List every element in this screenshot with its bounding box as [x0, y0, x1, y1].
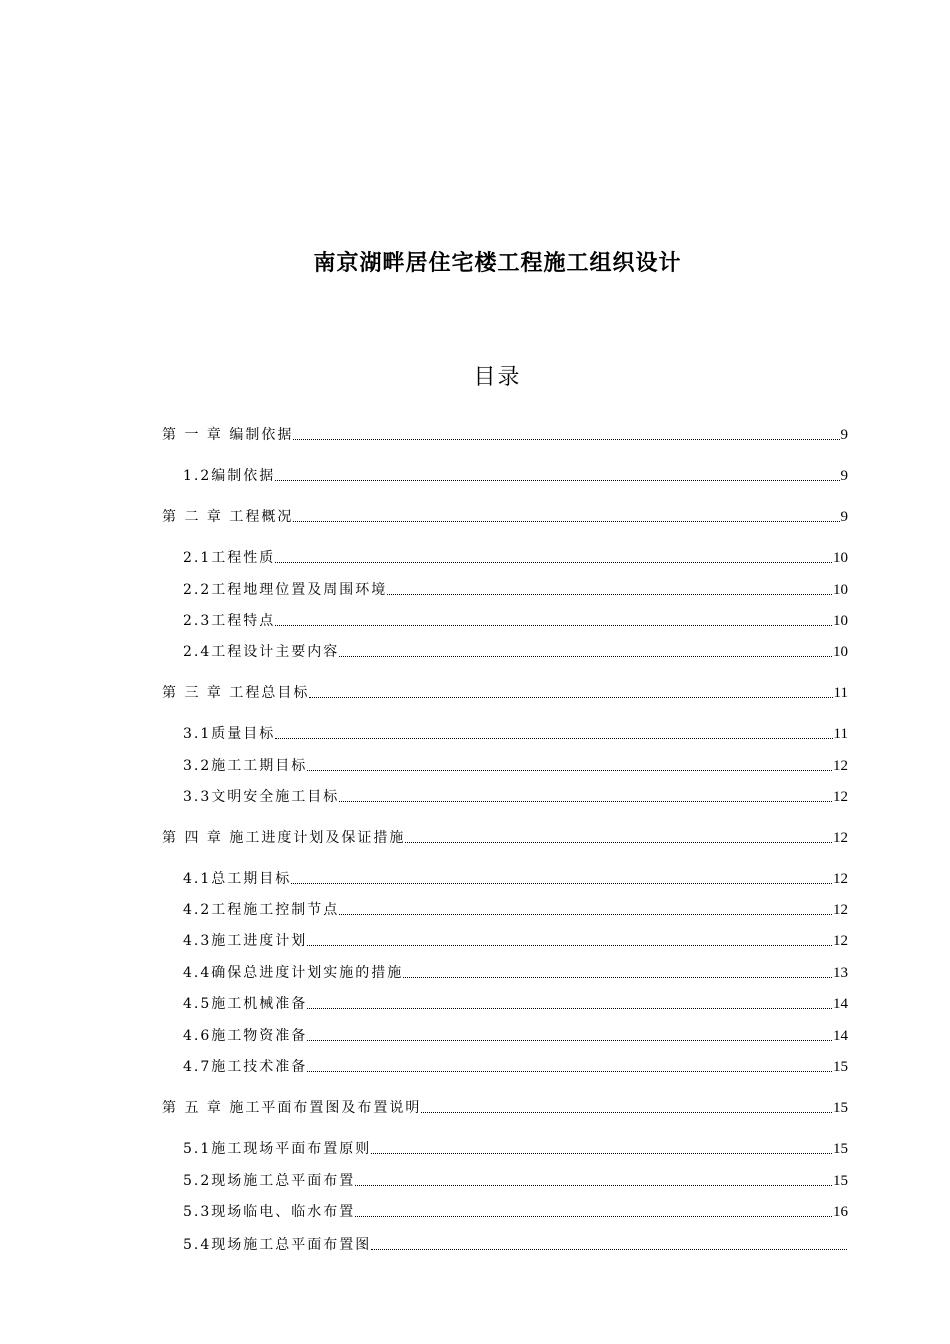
- toc-entry-label: 3.1质量目标: [183, 726, 276, 742]
- toc-dot-leader: [293, 439, 839, 440]
- toc-entry-label: 2.1工程性质: [183, 550, 276, 566]
- toc-entry-page: 15: [833, 1059, 848, 1075]
- toc-entry-label: 3.2施工工期目标: [183, 758, 308, 774]
- toc-entry-label: 4.6施工物资准备: [183, 1028, 308, 1044]
- toc-entry[interactable]: [183, 466, 848, 486]
- toc-entry-page: 12: [833, 933, 848, 949]
- toc-entry[interactable]: [183, 869, 848, 889]
- toc-entry[interactable]: [162, 507, 848, 527]
- toc-entry-label: 5.1施工现场平面布置原则: [183, 1141, 372, 1157]
- toc-dot-leader: [275, 480, 839, 481]
- toc-entry-page: 12: [833, 871, 848, 887]
- toc-dot-leader: [339, 801, 832, 802]
- toc-entry[interactable]: [183, 724, 848, 744]
- toc-entry-page: 9: [840, 427, 848, 443]
- toc-entry-label: 2.3工程特点: [183, 613, 276, 629]
- toc-entry-page: 12: [833, 758, 848, 774]
- toc-dot-leader: [291, 883, 832, 884]
- toc-entry-page: 14: [833, 1028, 848, 1044]
- toc-entry-page: 14: [833, 996, 848, 1012]
- toc-entry-label: 3.3文明安全施工目标: [183, 789, 340, 805]
- toc-entry[interactable]: [183, 1139, 848, 1159]
- toc-entry[interactable]: [183, 931, 848, 951]
- toc-entry-page: 11: [833, 685, 848, 701]
- toc-entry-page: 11: [833, 726, 848, 742]
- toc-dot-leader: [403, 977, 832, 978]
- toc-entry-label: 第 二 章 工程概况: [162, 509, 294, 525]
- toc-entry-label: 第 四 章 施工进度计划及保证措施: [162, 830, 406, 846]
- toc-entry[interactable]: [183, 580, 848, 600]
- toc-dot-leader: [307, 1040, 832, 1041]
- toc-entry-page: 15: [833, 1173, 848, 1189]
- toc-dot-leader: [307, 770, 832, 771]
- toc-entry-page: 12: [833, 789, 848, 805]
- toc-entry-page: 9: [840, 509, 848, 525]
- toc-dot-leader: [275, 562, 832, 563]
- toc-dot-leader: [275, 625, 832, 626]
- document-title: 南京湖畔居住宅楼工程施工组织设计: [313, 250, 682, 276]
- toc-dot-leader: [339, 914, 832, 915]
- toc-entry-page: 15: [833, 1100, 848, 1116]
- toc-entry[interactable]: [162, 425, 848, 445]
- toc-entry-label: 第 一 章 编制依据: [162, 427, 294, 443]
- toc-dot-leader: [355, 1216, 832, 1217]
- toc-entry-label: 4.7施工技术准备: [183, 1059, 308, 1075]
- toc-entry[interactable]: [183, 1171, 848, 1191]
- toc-entry-page: 10: [833, 613, 848, 629]
- toc-dot-leader: [275, 738, 832, 739]
- toc-entry-page: 13: [833, 965, 848, 981]
- toc-dot-leader: [339, 656, 832, 657]
- toc-entry-label: 5.2现场施工总平面布置: [183, 1173, 356, 1189]
- toc-entry-label: 4.4确保总进度计划实施的措施: [183, 965, 404, 981]
- toc-dot-leader: [307, 945, 832, 946]
- toc-entry-page: 15: [833, 1141, 848, 1157]
- toc-entry-page: 10: [833, 550, 848, 566]
- toc-entry[interactable]: [183, 642, 848, 662]
- toc-entry[interactable]: [183, 611, 848, 631]
- toc-dot-leader: [309, 697, 832, 698]
- toc-entry-label: 2.2工程地理位置及周围环境: [183, 582, 388, 598]
- toc-entry-label: 第 五 章 施工平面布置图及布置说明: [162, 1100, 422, 1116]
- toc-entry[interactable]: [162, 1098, 848, 1118]
- toc-entry[interactable]: [183, 963, 848, 983]
- toc-entry[interactable]: [183, 787, 848, 807]
- toc-entry[interactable]: [183, 1202, 848, 1222]
- toc-dot-leader: [293, 521, 839, 522]
- toc-entry-label: 1.2编制依据: [183, 468, 276, 484]
- toc-entry[interactable]: [162, 683, 848, 703]
- toc-entry-label: 5.3现场临电、临水布置: [183, 1204, 356, 1220]
- toc-entry-label: 5.4现场施工总平面布置图: [183, 1237, 372, 1253]
- toc-dot-leader: [387, 594, 832, 595]
- toc-dot-leader: [371, 1249, 847, 1250]
- toc-entry-label: 第 三 章 工程总目标: [162, 685, 310, 701]
- toc-entry-page: 9: [840, 468, 848, 484]
- toc-entry-page: 10: [833, 644, 848, 660]
- toc-entry[interactable]: [183, 756, 848, 776]
- toc-dot-leader: [405, 842, 832, 843]
- toc-entry-page: 12: [833, 902, 848, 918]
- toc-entry-label: 2.4工程设计主要内容: [183, 644, 340, 660]
- toc-entry-label: 4.1总工期目标: [183, 871, 292, 887]
- toc-dot-leader: [421, 1112, 832, 1113]
- toc-entry[interactable]: [183, 1026, 848, 1046]
- toc-entry[interactable]: [183, 900, 848, 920]
- toc-dot-leader: [307, 1071, 832, 1072]
- toc-heading: 目录: [473, 365, 522, 390]
- toc-entry[interactable]: [183, 1057, 848, 1077]
- toc-entry-label: 4.5施工机械准备: [183, 996, 308, 1012]
- toc-dot-leader: [371, 1153, 832, 1154]
- toc-entry[interactable]: [183, 1235, 848, 1255]
- toc-dot-leader: [355, 1185, 832, 1186]
- toc-entry[interactable]: [183, 994, 848, 1014]
- toc-entry[interactable]: [183, 548, 848, 568]
- toc-entry-page: 10: [833, 582, 848, 598]
- toc-entry-label: 4.2工程施工控制节点: [183, 902, 340, 918]
- toc-dot-leader: [307, 1008, 832, 1009]
- toc-entry-label: 4.3施工进度计划: [183, 933, 308, 949]
- toc-entry-page: 16: [833, 1204, 848, 1220]
- toc-entry[interactable]: [162, 828, 848, 848]
- toc-entry-page: 12: [833, 830, 848, 846]
